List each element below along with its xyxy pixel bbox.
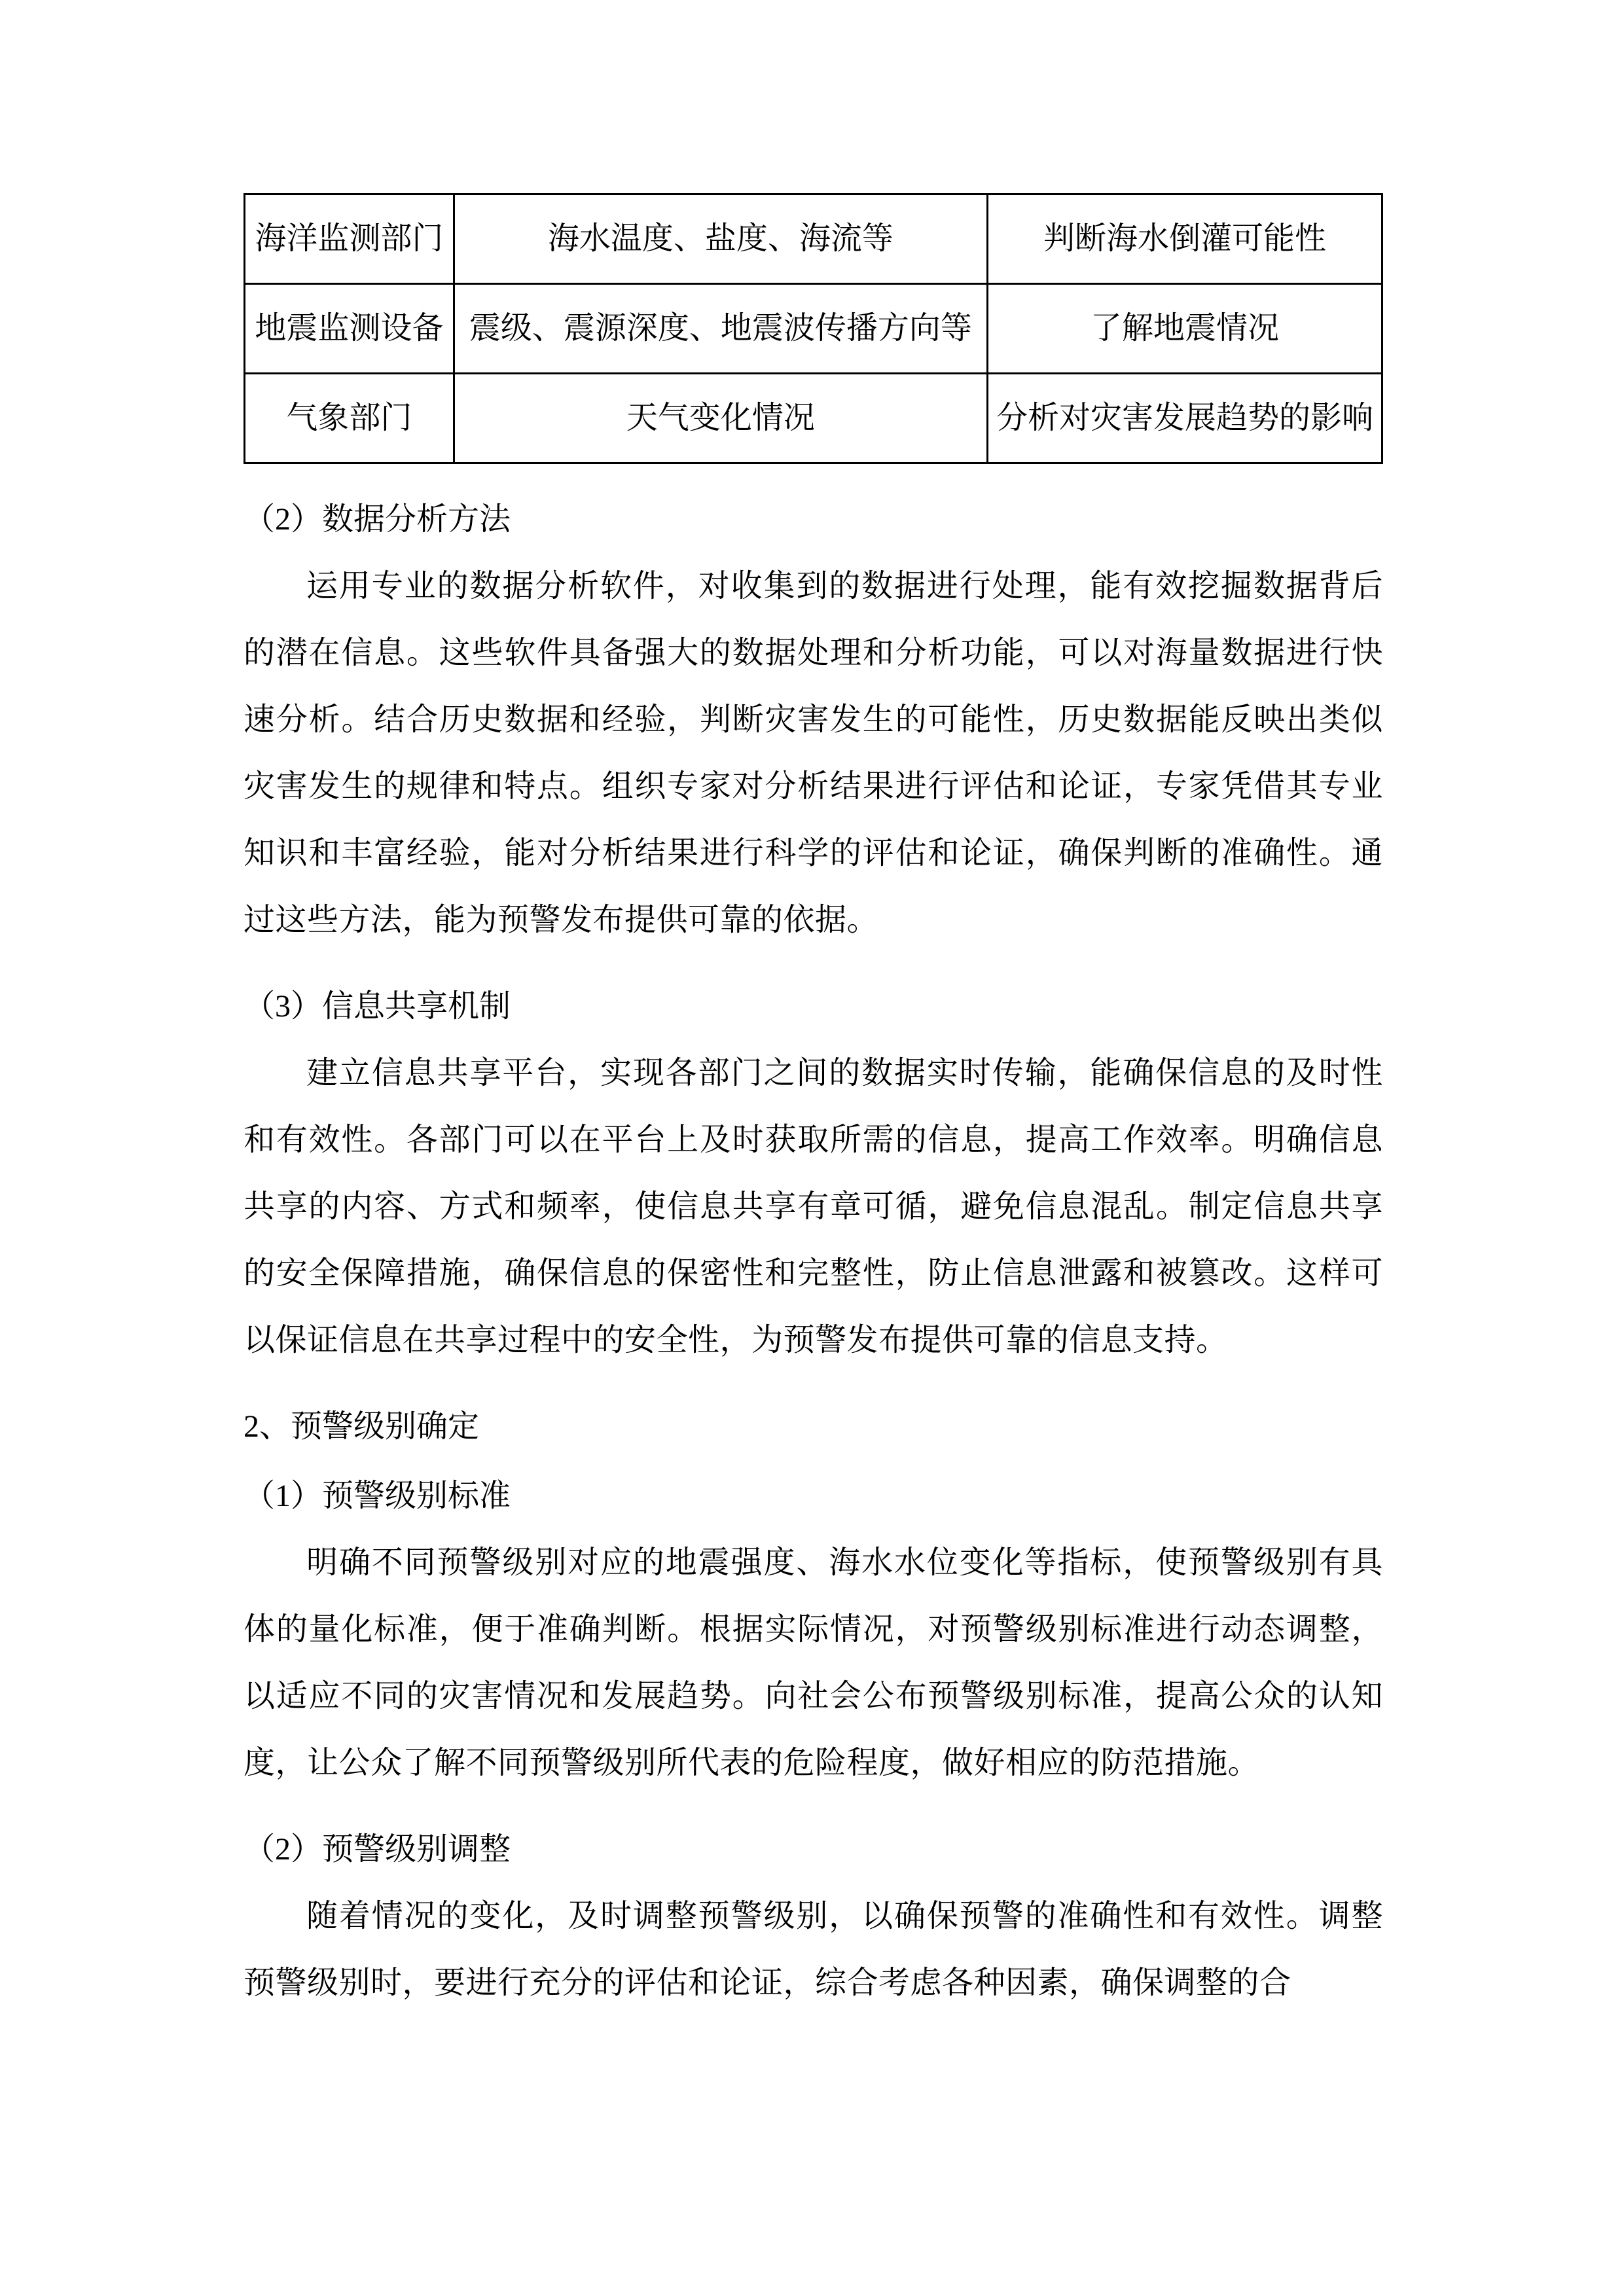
section-heading: （3）信息共享机制 — [244, 989, 511, 1024]
table-cell-purpose: 了解地震情况 — [987, 284, 1382, 374]
section-heading: （1）预警级别标准 — [244, 1479, 511, 1513]
table-row — [245, 374, 1382, 463]
section-info-sharing — [244, 973, 1383, 1374]
section-warning-level — [244, 1393, 1383, 1460]
table-cell-data: 震级、震源深度、地震波传播方向等 — [454, 284, 987, 374]
table-row — [245, 194, 1382, 284]
section-warning-level-standard — [244, 1463, 1383, 1797]
table-cell-purpose: 分析对灾害发展趋势的影响 — [987, 374, 1382, 463]
section-paragraph: 明确不同预警级别对应的地震强度、海水水位变化等指标，使预警级别有具体的量化标准，便于准确判断。根据实际情况，对预警级别标准进行动态调整，以适应不同的灾害情况和发展趋势。向社会公布预警级别标准，提高公众的认知度，让公众了解不同预警级别所代表的危险程度，做好相应的防范措施。 — [244, 1545, 1383, 1780]
table-cell-data: 海水温度、盐度、海流等 — [454, 194, 987, 284]
table-cell-department: 气象部门 — [245, 374, 454, 463]
section-paragraph: 随着情况的变化，及时调整预警级别，以确保预警的准确性和有效性。调整预警级别时，要进行充分的评估和论证，综合考虑各种因素，确保调整的合 — [244, 1899, 1383, 2000]
table-cell-purpose: 判断海水倒灌可能性 — [987, 194, 1382, 284]
table-cell-data: 天气变化情况 — [454, 374, 987, 463]
table-row — [245, 284, 1382, 374]
section-heading: （2）数据分析方法 — [244, 502, 511, 537]
section-paragraph: 运用专业的数据分析软件，对收集到的数据进行处理，能有效挖掘数据背后的潜在信息。这些软件具备强大的数据处理和分析功能，可以对海量数据进行快速分析。结合历史数据和经验，判断灾害发生的可能性，历史数据能反映出类似灾害发生的规律和特点。组织专家对分析结果进行评估和论证，专家凭借其专业知识和丰富经验，能对分析结果进行科学的评估和论证，确保判断的准确性。通过这些方法，能为预警发布提供可靠的依据。 — [244, 569, 1383, 937]
section-warning-level-adjust — [244, 1816, 1383, 2017]
table-cell-department: 海洋监测部门 — [245, 194, 454, 284]
section-heading: （2）预警级别调整 — [244, 1832, 511, 1867]
table-cell-department: 地震监测设备 — [245, 284, 454, 374]
section-paragraph: 建立信息共享平台，实现各部门之间的数据实时传输，能确保信息的及时性和有效性。各部门可以在平台上及时获取所需的信息，提高工作效率。明确信息共享的内容、方式和频率，使信息共享有章可循，避免信息混乱。制定信息共享的安全保障措施，确保信息的保密性和完整性，防止信息泄露和被篡改。这样可以保证信息在共享过程中的安全性，为预警发布提供可靠的信息支持。 — [244, 1056, 1383, 1357]
section-data-analysis — [244, 486, 1383, 954]
section-heading: 2、预警级别确定 — [244, 1409, 480, 1444]
monitoring-data-table — [244, 193, 1383, 464]
